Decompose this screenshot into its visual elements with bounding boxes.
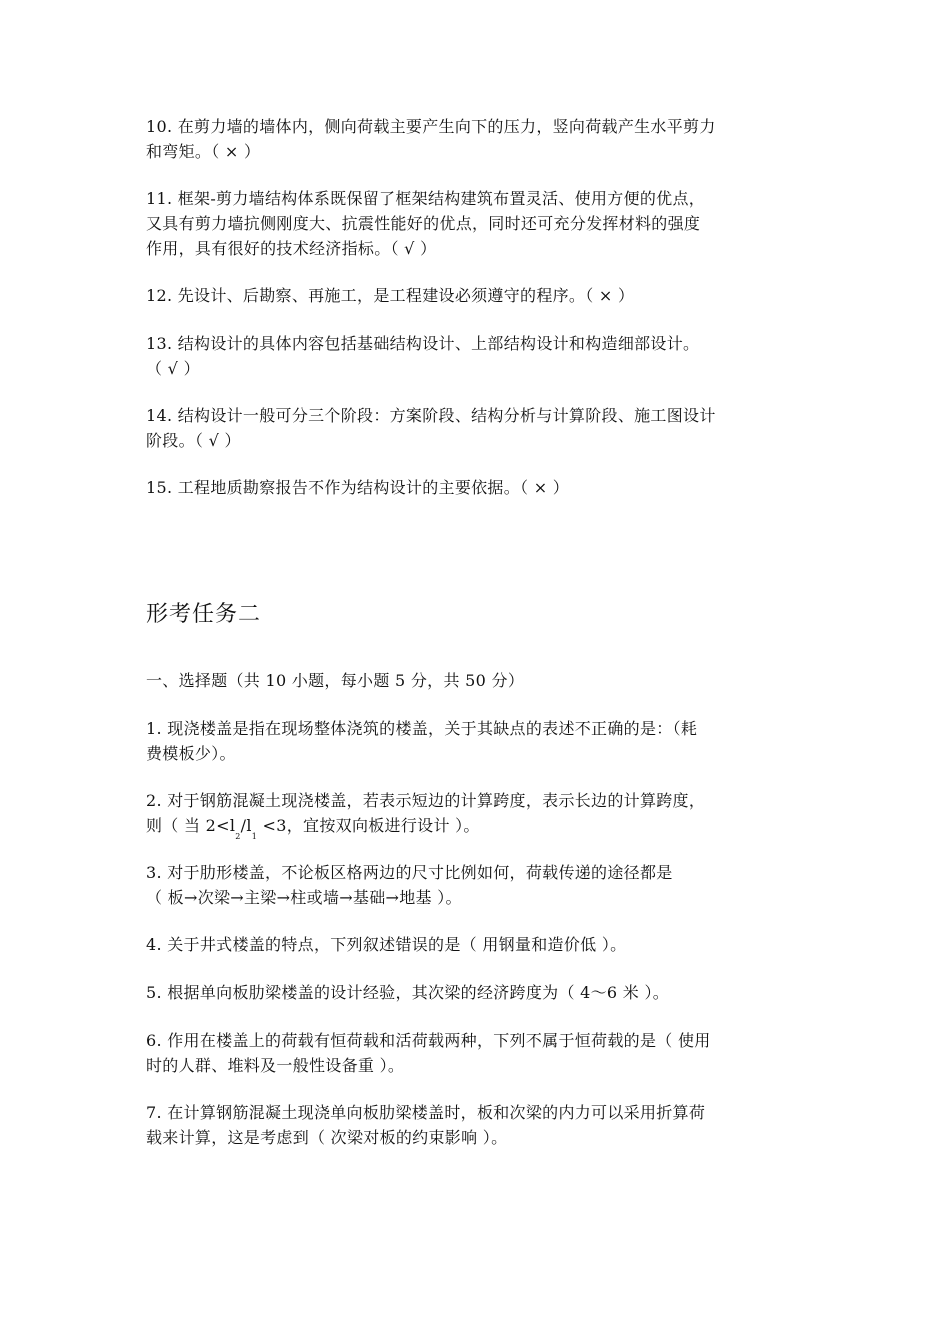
question-line: 时的人群、堆料及一般性设备重 ）。 [146,1056,405,1075]
item-line: 10. 在剪力墙的墙体内，侧向荷载主要产生向下的压力，竖向荷载产生水平剪力 [146,117,716,136]
subscript-1: 1 [251,832,258,841]
question-7 [146,1100,814,1150]
question-line: 4. 关于井式楼盖的特点，下列叙述错误的是（ 用钢量和造价低 ）。 [146,935,627,954]
question-line: 6. 作用在楼盖上的荷载有恒荷载和活荷载两种，下列不属于恒荷载的是（ 使用 [146,1031,711,1050]
item-line: 14. 结构设计一般可分三个阶段：方案阶段、结构分析与计算阶段、施工图设计 [146,406,716,425]
tf-item-12 [146,283,814,308]
question-line: 1. 现浇楼盖是指在现场整体浇筑的楼盖，关于其缺点的表述不正确的是：（耗 [146,719,698,738]
question-2 [146,788,814,841]
question-5 [146,980,814,1005]
item-line: 13. 结构设计的具体内容包括基础结构设计、上部结构设计和构造细部设计。 [146,334,700,353]
subscript-2: 2 [235,832,241,841]
question-6 [146,1028,814,1078]
question-line [146,813,814,841]
question-line: 2. 对于钢筋混凝土现浇楼盖，若表示短边的计算跨度，表示长边的计算跨度， [146,791,706,810]
tf-item-11 [146,186,814,261]
subsection-title-text: 一、选择题（共 10 小题，每小题 5 分，共 50 分） [146,671,525,690]
section-title: 形考任务二 [146,602,262,627]
subsection-title [146,668,814,693]
tf-item-13 [146,331,814,381]
item-line: 作用，具有很好的技术经济指标。（ √ ） [146,239,437,258]
item-line: 和弯矩。（ × ） [146,142,261,161]
item-line: 阶段。（ √ ） [146,431,241,450]
question-line: 7. 在计算钢筋混凝土现浇单向板肋梁楼盖时，板和次梁的内力可以采用折算荷 [146,1103,706,1122]
item-line: 11. 框架-剪力墙结构体系既保留了框架结构建筑布置灵活、使用方便的优点， [146,189,706,208]
q2-text-a: 则（ 当 2<l [146,816,236,835]
item-line: （ √ ） [146,359,200,378]
q2-text-c: <3，宜按双向板进行设计 ）。 [257,816,480,835]
tf-item-15 [146,475,814,500]
item-line: 又具有剪力墙抗侧刚度大、抗震性能好的优点，同时还可充分发挥材料的强度 [146,214,701,233]
question-3 [146,860,814,910]
question-4 [146,932,814,957]
question-1 [146,716,814,766]
item-line: 15. 工程地质勘察报告不作为结构设计的主要依据。（ × ） [146,478,570,497]
question-line: （ 板→次梁→主梁→柱或墙→基础→地基 ）。 [146,888,462,907]
item-line: 12. 先设计、后勘察、再施工，是工程建设必须遵守的程序。（ × ） [146,286,635,305]
tf-item-14 [146,403,814,453]
question-line: 载来计算，这是考虑到（ 次梁对板的约束影响 ）。 [146,1128,508,1147]
question-line: 3. 对于肋形楼盖，不论板区格两边的尺寸比例如何，荷载传递的途径都是 [146,863,673,882]
q2-text-b: /l [240,816,252,835]
question-line: 费模板少）。 [146,744,236,763]
question-line: 5. 根据单向板肋梁楼盖的设计经验，其次梁的经济跨度为（ 4～6 米 ）。 [146,983,670,1002]
tf-item-10 [146,114,814,164]
